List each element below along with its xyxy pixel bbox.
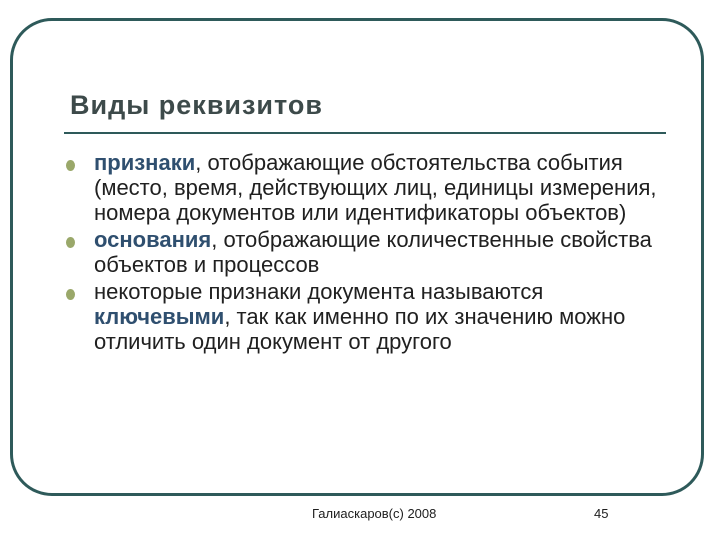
bullet-text-prefix: некоторые признаки документа называются xyxy=(94,279,544,304)
bullet-list xyxy=(66,150,666,356)
bullet-text: , так как именно по их значению можно отличить один документ от другого xyxy=(94,304,626,354)
bullet-item xyxy=(66,227,666,277)
bullet-text: , отображающие количественные свойства объектов и процессов xyxy=(94,227,652,277)
bullet-dot-icon xyxy=(66,289,75,300)
bullet-keyword: основания xyxy=(94,227,212,252)
bullet-item xyxy=(66,150,666,225)
page-number: 45 xyxy=(594,506,609,521)
footer-author: Галиаскаров(с) 2008 xyxy=(312,506,437,521)
title-divider xyxy=(64,132,666,134)
bullet-text: , отображающие обстоятельства события (место, время, действующих лиц, единицы измерения, номера документов или идентификаторы объектов) xyxy=(94,150,657,225)
bullet-dot-icon xyxy=(66,237,75,248)
slide-title: Виды реквизитов xyxy=(70,90,323,120)
bullet-keyword: ключевыми xyxy=(94,304,225,329)
bullet-dot-icon xyxy=(66,160,75,171)
bullet-keyword: признаки xyxy=(94,150,196,175)
bullet-item xyxy=(66,279,666,354)
